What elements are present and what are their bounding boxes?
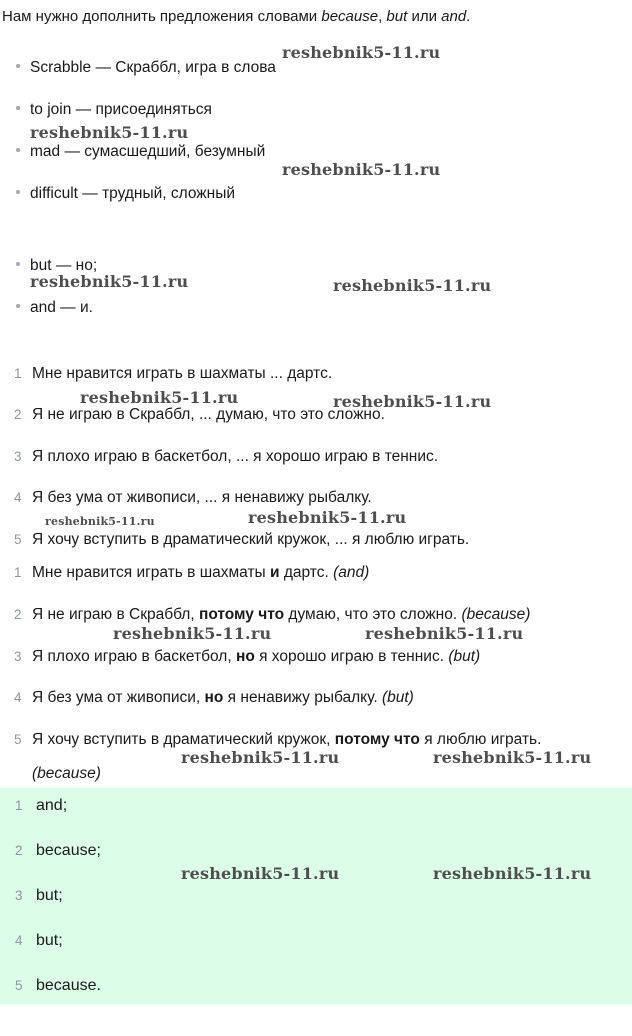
watermark: reshebnik5-11.ru: [333, 276, 492, 295]
bullet-icon: [16, 148, 20, 152]
task-item: 4 Я без ума от живописи, ... я ненавижу рыбалку.: [14, 489, 372, 506]
solution-item: 4 Я без ума от живописи, но я ненавижу рыбалку. (but): [14, 689, 414, 706]
watermark: reshebnik5-11.ru: [365, 624, 524, 643]
answer-block: [0, 788, 632, 1004]
watermark: reshebnik5-11.ru: [282, 160, 441, 179]
vocab-item: difficult — трудный, сложный: [16, 184, 235, 204]
solution-item: 5 Я хочу вступить в драматический кружок, потому что я люблю играть. (because): [14, 731, 542, 782]
answer-item: 3 but;: [15, 887, 63, 904]
watermark: reshebnik5-11.ru: [248, 508, 407, 527]
watermark: reshebnik5-11.ru: [30, 272, 189, 291]
bullet-icon: [16, 304, 20, 308]
answer-item: 1 and;: [15, 797, 68, 814]
solution-item: 1 Мне нравится играть в шахматы и дартс. (and): [14, 564, 370, 581]
solution-item: 3 Я плохо играю в баскетбол, но я хорошо играю в теннис. (but): [14, 648, 481, 665]
vocab-item: but — но;: [16, 256, 97, 276]
watermark: reshebnik5-11.ru: [181, 864, 340, 883]
task-item: 3 Я плохо играю в баскетбол, ... я хорошо играю в теннис.: [14, 448, 439, 465]
vocab-item: Scrabble — Скраббл, игра в слова: [16, 58, 276, 78]
task-item: 1 Мне нравится играть в шахматы ... дартс.: [14, 365, 333, 382]
watermark: reshebnik5-11.ru: [30, 123, 189, 142]
bullet-icon: [16, 64, 20, 68]
watermark: reshebnik5-11.ru: [80, 388, 239, 407]
watermark: reshebnik5-11.ru: [181, 748, 340, 767]
vocab-item: to join — присоединяться: [16, 100, 212, 120]
task-item: 5 Я хочу вступить в драматический кружок, ... я люблю играть.: [14, 531, 470, 548]
watermark: reshebnik5-11.ru: [333, 392, 492, 411]
bullet-icon: [16, 106, 20, 110]
vocab-item: mad — сумасшедший, безумный: [16, 142, 265, 162]
watermark: reshebnik5-11.ru: [433, 748, 592, 767]
watermark: reshebnik5-11.ru: [45, 515, 155, 528]
answer-item: 2 because;: [15, 842, 101, 859]
intro-text: Нам нужно дополнить предложения словами because, but или and.: [2, 8, 471, 25]
watermark: reshebnik5-11.ru: [433, 864, 592, 883]
bullet-icon: [16, 190, 20, 194]
answer-item: 4 but;: [15, 932, 63, 949]
answer-item: 5 because.: [15, 977, 101, 994]
solution-item: 2 Я не играю в Скраббл, потому что думаю, что это сложно. (because): [14, 606, 531, 623]
task-item: 2 Я не играю в Скраббл, ... думаю, что это сложно.: [14, 406, 385, 423]
watermark: reshebnik5-11.ru: [113, 624, 272, 643]
vocab-item: and — и.: [16, 298, 93, 318]
bullet-icon: [16, 262, 20, 266]
watermark: reshebnik5-11.ru: [282, 43, 441, 62]
